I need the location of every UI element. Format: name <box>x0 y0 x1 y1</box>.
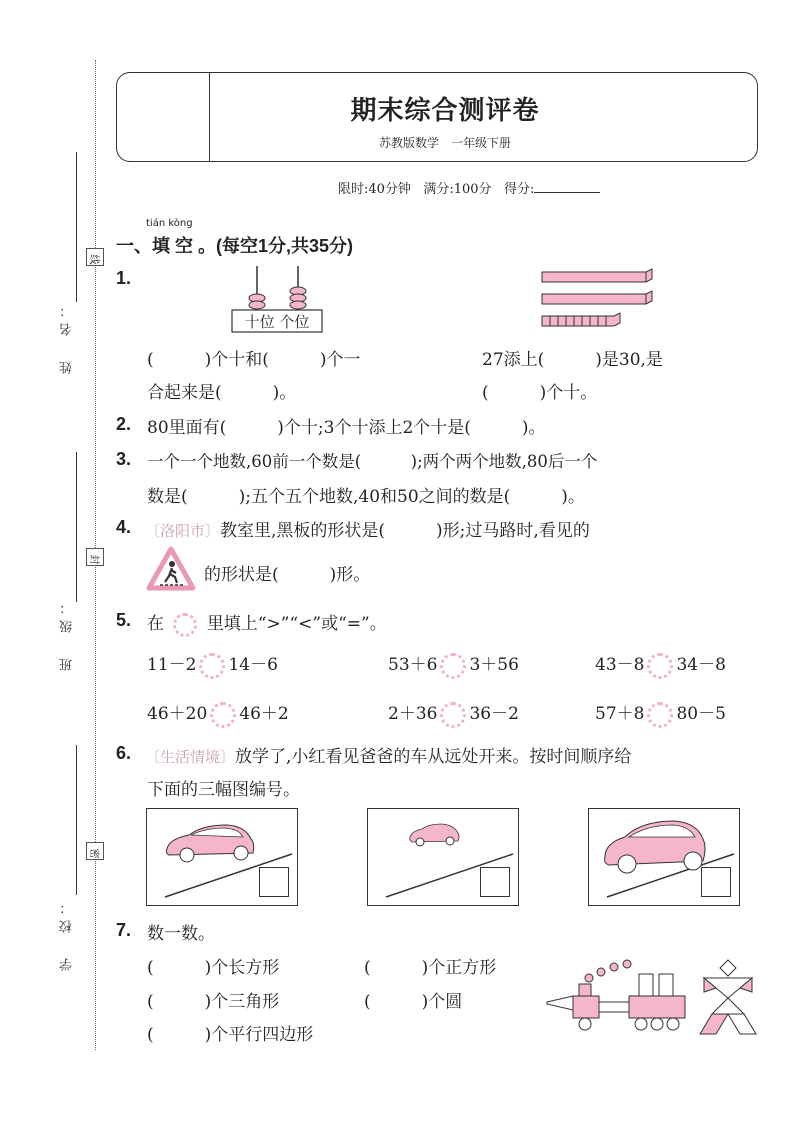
q2-number: 2. <box>116 414 132 434</box>
q7-number: 7. <box>116 920 132 940</box>
compare-item[interactable]: 53＋6 3＋56 <box>388 650 519 679</box>
car-picture-1 <box>146 808 298 906</box>
pinyin: tián kòng <box>146 218 193 229</box>
q1-number: 1. <box>116 268 132 288</box>
cut-mark-secret: 密 <box>86 842 104 860</box>
compare-circle[interactable] <box>210 702 236 728</box>
car-picture-2 <box>367 808 519 906</box>
compare-item[interactable]: 46＋20 46＋2 <box>147 699 289 728</box>
car-picture-3 <box>588 808 740 906</box>
q2-text[interactable]: 80里面有( )个十;3个十添上2个十是( )。 <box>147 418 546 438</box>
order-box[interactable] <box>259 867 289 897</box>
page-title: 期末综合测评卷 <box>350 96 540 126</box>
abacus-label: 十位 个位 <box>244 313 310 331</box>
q1-line-b[interactable]: 合起来是( )。 <box>147 383 297 403</box>
school-underline <box>76 745 77 895</box>
score-blank[interactable] <box>534 180 600 193</box>
q4-line1[interactable]: 〔洛阳市〕教室里,黑板的形状是( )形;过马路时,看见的 <box>145 521 590 541</box>
q6-tag: 〔生活情境〕 <box>145 748 236 766</box>
class-underline <box>76 452 77 602</box>
name-label: 姓 名： <box>60 298 75 374</box>
train-icon <box>545 958 690 1036</box>
compare-circle[interactable] <box>647 653 673 679</box>
compare-item[interactable]: 57＋8 80－5 <box>595 699 726 728</box>
flower-blank-icon <box>173 613 197 637</box>
score-line <box>338 178 600 197</box>
count-parallelograms[interactable]: ( )个平行四边形 <box>147 1025 314 1045</box>
q4-number: 4. <box>116 517 132 537</box>
order-box[interactable] <box>480 867 510 897</box>
q6-line2: 下面的三幅图编号。 <box>147 780 300 800</box>
compare-item[interactable]: 43－8 34－8 <box>595 650 726 679</box>
name-underline <box>76 152 77 302</box>
page-subtitle: 苏教版数学 一年级下册 <box>378 136 511 150</box>
compare-item[interactable]: 2＋36 36－2 <box>388 699 519 728</box>
q3-number: 3. <box>116 449 132 469</box>
crosswalk-sign-icon <box>146 546 196 592</box>
q6-line1: 〔生活情境〕放学了,小红看见爸爸的车从远处开来。按时间顺序给 <box>145 747 632 767</box>
compare-circle[interactable] <box>199 653 225 679</box>
q3-line2[interactable]: 数是( );五个五个地数,40和50之间的数是( )。 <box>147 487 585 507</box>
compare-circle[interactable] <box>440 702 466 728</box>
cut-mark-seal: 封 <box>86 548 104 566</box>
score-label: 得分: <box>503 182 535 197</box>
q3-line1[interactable]: 一个一个地数,60前一个数是( );两个两个地数,80后一个 <box>147 452 598 471</box>
class-label: 班 级： <box>60 595 75 671</box>
section-heading: 一、填 空 。(每空1分,共35分) <box>116 236 354 256</box>
count-rectangles[interactable]: ( )个长方形 <box>147 958 280 978</box>
q4-line2[interactable]: 的形状是( )形。 <box>204 565 371 585</box>
compare-circle[interactable] <box>647 702 673 728</box>
school-label: 学 校： <box>60 895 75 971</box>
q1-line-d[interactable]: ( )个十。 <box>482 383 598 403</box>
count-squares[interactable]: ( )个正方形 <box>364 958 497 978</box>
time-limit: 限时:40分钟 <box>338 182 411 197</box>
q7-heading: 数一数。 <box>147 924 215 944</box>
q1-line-c[interactable]: 27添上( )是30,是 <box>482 350 663 370</box>
q5-number: 5. <box>116 610 132 630</box>
full-score: 满分:100分 <box>423 182 492 197</box>
count-circles[interactable]: ( )个圆 <box>364 992 463 1012</box>
tangram-person-icon <box>698 958 758 1036</box>
q5-instruction: 在 里填上“>”“<”或“=”。 <box>147 609 387 637</box>
q1-line-a[interactable]: ( )个十和( )个一 <box>147 350 361 370</box>
cut-mark-line: 线 <box>86 248 104 266</box>
count-triangles[interactable]: ( )个三角形 <box>147 992 280 1012</box>
q6-number: 6. <box>116 743 132 763</box>
compare-item[interactable]: 11－2 14－6 <box>147 650 278 679</box>
order-box[interactable] <box>701 867 731 897</box>
sticks-figure <box>540 268 656 330</box>
q4-tag: 〔洛阳市〕 <box>145 522 221 540</box>
compare-circle[interactable] <box>440 653 466 679</box>
